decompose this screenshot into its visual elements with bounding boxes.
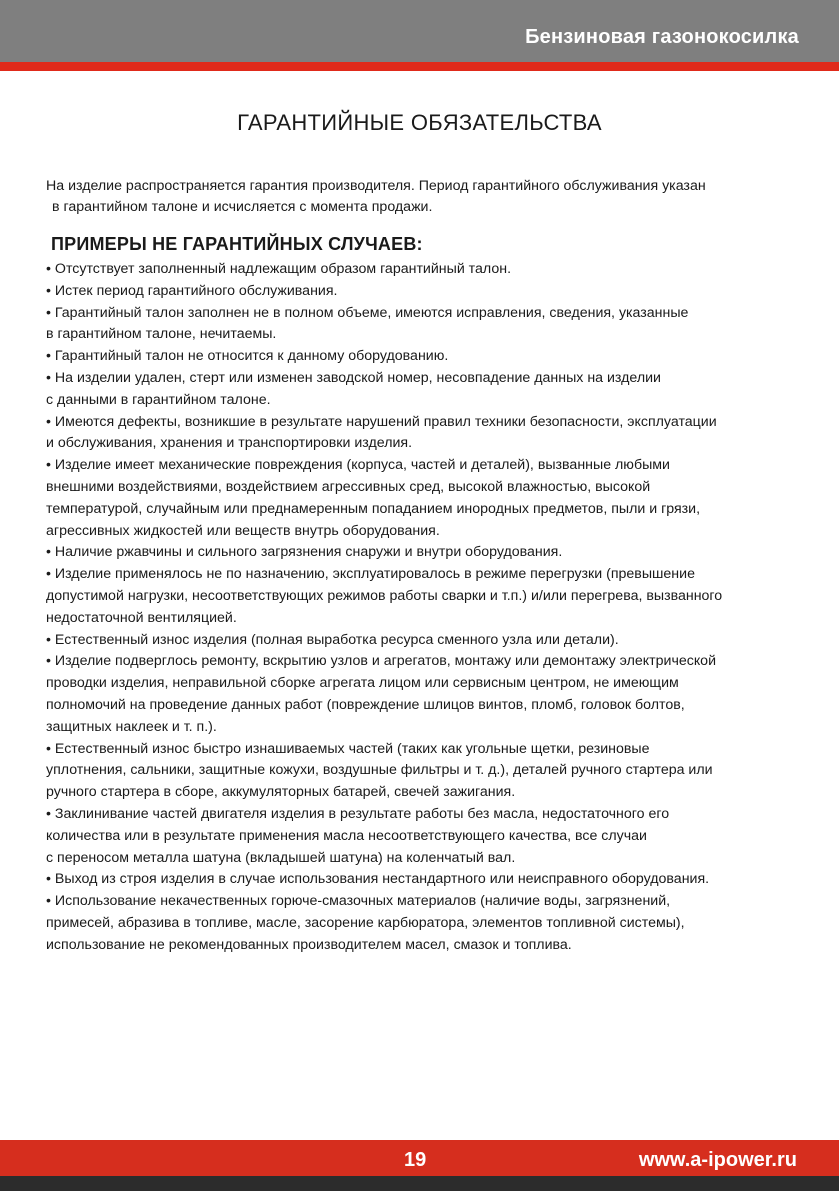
section-heading: ПРИМЕРЫ НЕ ГАРАНТИЙНЫХ СЛУЧАЕВ:: [51, 234, 423, 254]
header-accent-stripe: [0, 62, 839, 71]
list-item-line: • Гарантийный талон заполнен не в полном объеме, имеются исправления, сведения, указанные: [46, 304, 689, 321]
intro-line: На изделие распространяется гарантия производителя. Период гарантийного обслуживания указан: [46, 178, 706, 194]
list-item: [46, 739, 806, 804]
list-item-line: агрессивных жидкостей или веществ внутрь оборудования.: [46, 522, 440, 539]
intro-paragraph: [46, 176, 806, 218]
list-item: [46, 259, 806, 281]
list-item-line: недостаточной вентиляцией.: [46, 609, 237, 626]
list-item-line: внешними воздействиями, воздействием агрессивных сред, высокой влажностью, высокой: [46, 478, 651, 495]
list-item-line: • Имеются дефекты, возникшие в результате нарушений правил техники безопасности, эксплуатации: [46, 413, 717, 430]
list-item-line: использование не рекомендованных производителем масел, смазок и топлива.: [46, 936, 572, 953]
header-title: Бензиновая газонокосилка: [525, 26, 799, 48]
list-item: [46, 891, 806, 956]
list-item: [46, 542, 806, 564]
list-item-line: • Выход из строя изделия в случае использования нестандартного или неисправного оборудования.: [46, 871, 710, 888]
list-item-line: • Естественный износ быстро изнашиваемых частей (таких как угольные щетки, резиновые: [46, 740, 650, 757]
non-warranty-case-list: [46, 259, 806, 957]
list-item-line: проводки изделия, неправильной сборке агрегата лицом или сервисным центром, не имеющим: [46, 675, 679, 692]
list-item-line: полномочий на проведение данных работ (повреждение шлицов винтов, пломб, головок болтов,: [46, 696, 685, 713]
list-item-line: • Гарантийный талон не относится к данному оборудованию.: [46, 348, 449, 365]
list-item-line: • Изделие подверглось ремонту, вскрытию узлов и агрегатов, монтажу или демонтажу электрической: [46, 653, 717, 670]
list-item-line: температурой, случайным или преднамеренным попаданием инородных предметов, пыли и грязи,: [46, 500, 701, 517]
list-item: [46, 804, 806, 869]
page-header: [0, 0, 839, 62]
list-item-line: в гарантийном талоне, нечитаемы.: [46, 326, 277, 343]
intro-line: в гарантийном талоне и исчисляется с момента продажи.: [52, 199, 433, 215]
list-item-line: • Изделие имеет механические повреждения (корпуса, частей и деталей), вызванные любыми: [46, 457, 670, 474]
list-item: [46, 455, 806, 542]
list-item-line: • Использование некачественных горюче-смазочных материалов (наличие воды, загрязнений,: [46, 893, 671, 910]
page-number: 19: [404, 1149, 427, 1171]
list-item-line: с данными в гарантийном талоне.: [46, 391, 271, 408]
list-item-line: • Заклинивание частей двигателя изделия в результате работы без масла, недостаточного его: [46, 805, 670, 822]
page-title: ГАРАНТИЙНЫЕ ОБЯЗАТЕЛЬСТВА: [237, 110, 602, 135]
list-item-line: • Наличие ржавчины и сильного загрязнения снаружи и внутри оборудования.: [46, 544, 563, 561]
list-item-line: • Изделие применялось не по назначению, эксплуатировалось в режиме перегрузки (превышение: [46, 566, 695, 583]
list-item-line: • Истек период гарантийного обслуживания.: [46, 282, 338, 299]
list-item: [46, 303, 806, 347]
list-item: [46, 281, 806, 303]
list-item-line: примесей, абразива в топливе, масле, засорение карбюратора, элементов топливной системы),: [46, 914, 685, 931]
list-item-line: уплотнения, сальники, защитные кожухи, воздушные фильтры и т. д.), деталей ручного стартера или: [46, 762, 713, 779]
website-url: www.a-ipower.ru: [638, 1149, 797, 1171]
list-item-line: с переносом металла шатуна (вкладышей шатуна) на коленчатый вал.: [46, 849, 516, 866]
list-item-line: допустимой нагрузки, несоответствующих режимов работы сварки и т.п.) и/или перегрева, вызванного: [46, 587, 723, 604]
list-item-line: • На изделии удален, стерт или изменен заводской номер, несовпадение данных на изделии: [46, 369, 661, 386]
list-item-line: • Отсутствует заполненный надлежащим образом гарантийный талон.: [46, 261, 512, 277]
list-item: [46, 564, 806, 629]
list-item: [46, 651, 806, 738]
footer-bar: [0, 1176, 839, 1191]
list-item-line: ручного стартера в сборе, аккумуляторных батарей, свечей зажигания.: [46, 784, 516, 801]
list-item: [46, 346, 806, 368]
list-item: [46, 630, 806, 652]
list-item: [46, 869, 806, 891]
list-item-line: защитных наклеек и т. п.).: [46, 718, 217, 735]
list-item-line: количества или в результате применения масла несоответствующего качества, все случаи: [46, 827, 647, 844]
list-item-line: и обслуживания, хранения и транспортировки изделия.: [46, 435, 413, 452]
list-item: [46, 368, 806, 412]
list-item-line: • Естественный износ изделия (полная выработка ресурса сменного узла или детали).: [46, 631, 619, 648]
list-item: [46, 412, 806, 456]
